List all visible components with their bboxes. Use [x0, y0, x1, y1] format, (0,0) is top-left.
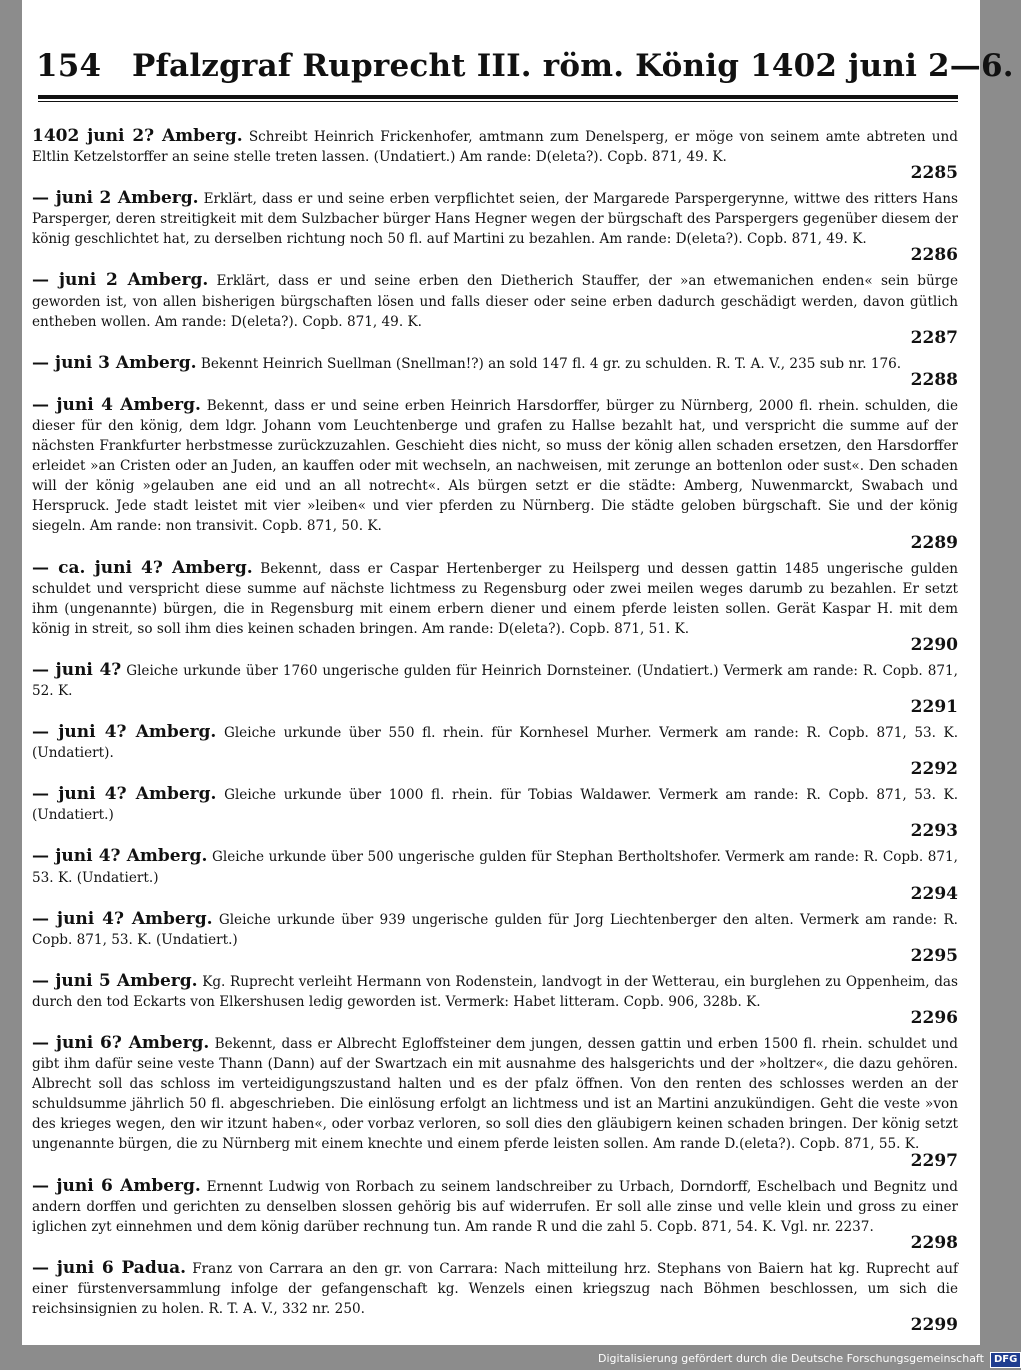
regest-entry	[32, 353, 958, 389]
entry-text: Erklärt, dass er und seine erben den Dietherich Stauffer, der »an etwemanichen enden« sein bürge geworden ist, von allen bisherigen bürgschaften lösen und falls dieser oder seine erben dadurch geschädigt werden, davon gütlich entheben wollen. Am rande: D(eleta?). Copb. 871, 49. K.	[32, 273, 958, 330]
entry-number: 2290	[910, 634, 958, 655]
entry-text: Bekennt Heinrich Suellman (Snellman!?) an sold 147 fl. 4 gr. zu schulden. R. T. A. V., 235 sub nr. 176.	[200, 355, 902, 372]
header-rule-thick	[38, 95, 958, 99]
document-page	[22, 0, 1014, 1345]
footer-text: Digitalisierung gefördert durch die Deutsche Forschungsgemeinschaft	[598, 1352, 984, 1365]
entry-date: — juni 4? Amberg.	[32, 846, 208, 867]
entry-number: 2298	[910, 1232, 958, 1253]
entry-number: 2289	[910, 532, 958, 553]
entry-text: Kg. Ruprecht verleiht Hermann von Rodenstein, landvogt in der Wetterau, ein burglehen zu Oppenheim, das durch den tod Eckarts von Elkershusen ledig geworden ist. Vermerk: Habet litteram. Copb. 906, 328b. K.	[32, 973, 958, 1010]
entry-number: 2286	[910, 245, 958, 266]
entry-number: 2295	[910, 945, 958, 966]
regesta-list	[32, 126, 958, 1340]
regest-entry	[32, 722, 958, 778]
entry-date: — juni 4? Amberg.	[32, 722, 217, 743]
regest-entry	[32, 188, 958, 264]
entry-text: Gleiche urkunde über 550 fl. rhein. für Kornhesel Murher. Vermerk am rande: R. Copb. 871, 53. K. (Undatiert).	[32, 725, 959, 762]
regest-entry	[32, 971, 958, 1027]
regest-entry	[32, 1176, 958, 1252]
entry-date: — juni 4? Amberg.	[32, 908, 213, 929]
page-number: 154	[36, 48, 102, 84]
entry-date: — juni 4 Amberg.	[32, 394, 201, 415]
entry-date: 1402 juni 2? Amberg.	[32, 126, 243, 146]
entry-text: Gleiche urkunde über 1760 ungerische gulden für Heinrich Dornsteiner. (Undatiert.) Vermerk am rande: R. Copb. 871, 52. K.	[32, 662, 958, 699]
entry-text: Ernennt Ludwig von Rorbach zu seinem landschreiber zu Urbach, Dorndorff, Eschelbach und Begnitz und andern dorffen und gerichten zu denselben slossen gehörig bis auf widerrufen. Er soll alle zinse und velle klein und gross zu einer iglichen zyt einnehmen und dem könig darüber rechnung tun. Am rande R und die zahl 5. Copb. 871, 54. K. Vgl. nr. 2237.	[32, 1178, 958, 1235]
entry-date: — juni 5 Amberg.	[32, 970, 198, 991]
entry-date: — ca. juni 4? Amberg.	[32, 557, 253, 578]
entry-date: — juni 2 Amberg.	[32, 188, 199, 209]
entry-number: 2293	[910, 821, 958, 842]
regest-entry	[32, 784, 958, 840]
entry-text: Franz von Carrara an den gr. von Carrara: Nach mitteilung hrz. Stephans von Baiern hat kg. Ruprecht auf einer fürstenversammlung infolge der gefangenschaft kg. Wenzels einen kriegszug nach Böhmen beschlossen, um sich die reichsinsignien zu holen. R. T. A. V., 332 nr. 250.	[32, 1260, 959, 1318]
page-title: Pfalzgraf Ruprecht III. röm. König 1402 juni 2—6.	[132, 48, 1014, 84]
regest-entry	[32, 846, 958, 902]
entry-text: Gleiche urkunde über 939 ungerische gulden für Jorg Liechtenberger den alten. Vermerk am rande: R. Copb. 871, 53. K. (Undatiert.)	[32, 911, 959, 948]
entry-text: Bekennt, dass er und seine erben Heinrich Harsdorffer, bürger zu Nürnberg, 2000 fl. rhein. schulden, die dieser für den könig, dem ldgr. Johann vom Leuchtenberge und grafen zu Hallse bezahlt hat, und verspricht die summe auf der nächsten Frankfurter herbstmesse zurückzuzahlen. Geschieht dies nicht, so muss der könig allen schaden ersetzen, den Harsdorffer erleidet »an Cristen oder an Juden, an kauffen oder mit wechseln, an nachweisen, mit zerunge an bottenlon oder sust«. Den schaden will der könig »gelauben ane eid und an all notrecht«. Als bürgen setzt er die städte: Amberg, Nuwenmarckt, Swabach und Herspruck. Jede stadt leistet mit vier »leiben« und vier pferden zu Nürnberg. Die städte geloben bürgschaft. Sie und der könig siegeln. Am rande: non transivit. Copb. 871, 50. K.	[32, 397, 958, 535]
entry-number: 2287	[910, 327, 958, 348]
entry-date: — juni 4? Amberg.	[32, 784, 217, 805]
entry-date: — juni 6 Padua.	[32, 1257, 187, 1278]
regest-entry	[32, 270, 958, 346]
entry-date: — juni 2 Amberg.	[32, 270, 209, 291]
entry-number: 2288	[910, 369, 958, 390]
dfg-logo: DFG	[990, 1352, 1021, 1368]
entry-text: Gleiche urkunde über 1000 fl. rhein. für Tobias Waldawer. Vermerk am rande: R. Copb. 871, 53. K. (Undatiert.)	[32, 787, 959, 824]
regest-entry	[32, 1033, 958, 1170]
regest-entry	[32, 1258, 958, 1334]
entry-number: 2285	[910, 163, 958, 184]
entry-number: 2291	[910, 697, 958, 718]
entry-text: Bekennt, dass er Albrecht Egloffsteiner dem jungen, dessen gattin und erben 1500 fl. rhein. schuldet und gibt ihm dafür seine veste Thann (Dann) auf der Swartzach ein mit ausnahme des halsgerichts und der »holtzer«, die dazu gehören. Albrecht soll das schloss im verteidigungszustand halten und es der pfalz öffnen. Von den renten des schlosses werden an der schuldsumme jährlich 50 fl. abgeschrieben. Die einlösung erfolgt an lichtmess und ist an Martini anzukündigen. Geht die veste »von des krieges wegen, den wir itzunt haben«, oder vorbaz verloren, so soll dies den gläubigern keinen schaden bringen. Der könig setzt ungenannte bürgen, die zu Nürnberg mit einem knechte und einem pferde leisten sollen. Am rande D.(eleta?). Copb. 871, 55. K.	[32, 1036, 958, 1153]
entry-text: Erklärt, dass er und seine erben verpflichtet seien, der Margarede Parspergerynne, wittwe des ritters Hans Parsperger, deren streitigkeit mit dem Sulzbacher bürger Hans Hegner wegen der bürgschaft des Parspergers gegenüber diesem der könig geschlichtet hat, zu derselben richtung noch 50 fl. auf Martini zu bezahlen. Am rande: D(eleta?). Copb. 871, 49. K.	[32, 191, 958, 248]
entry-number: 2296	[910, 1008, 958, 1028]
entry-date: — juni 6? Amberg.	[32, 1033, 210, 1053]
entry-number: 2299	[910, 1315, 958, 1336]
entry-number: 2294	[910, 883, 958, 904]
regest-entry	[32, 558, 958, 654]
regest-entry	[32, 395, 958, 552]
entry-date: — juni 3 Amberg.	[32, 352, 197, 373]
regest-entry	[32, 126, 958, 182]
regest-entry	[32, 909, 958, 965]
digitization-footer	[598, 1351, 1021, 1367]
entry-text: Schreibt Heinrich Frickenhofer, amtmann zum Denelsperg, er möge von seinem amte abtreten und Eltlin Ketzelstorffer an seine stelle treten lassen. (Undatiert.) Am rande: D(eleta?). Copb. 871, 49. K.	[32, 129, 958, 166]
header-rule-thin	[38, 101, 958, 102]
entry-date: — juni 4?	[32, 659, 122, 680]
entry-number: 2292	[910, 759, 958, 780]
entry-text: Gleiche urkunde über 500 ungerische gulden für Stephan Bertholtshofer. Vermerk am rande: R. Copb. 871, 53. K. (Undatiert.)	[32, 849, 959, 886]
regest-entry	[32, 660, 958, 716]
page-header	[36, 46, 1014, 86]
entry-date: — juni 6 Amberg.	[32, 1175, 201, 1196]
entry-number: 2297	[910, 1150, 958, 1171]
entry-text: Bekennt, dass er Caspar Hertenberger zu Heilsperg und dessen gattin 1485 ungerische gulden schuldet und verspricht diese summe auf nächste lichtmess zu Regensburg oder zwei meilen weges darumb zu bezahlen. Er setzt ihm (ungenannte) bürgen, die in Regensburg mit einem erbern diener und einem pferde leisten sollen. Gerät Kaspar H. mit dem könig in streit, so soll ihm dies keinen schaden bringen. Am rande: D(eleta?). Copb. 871, 51. K.	[32, 560, 959, 637]
